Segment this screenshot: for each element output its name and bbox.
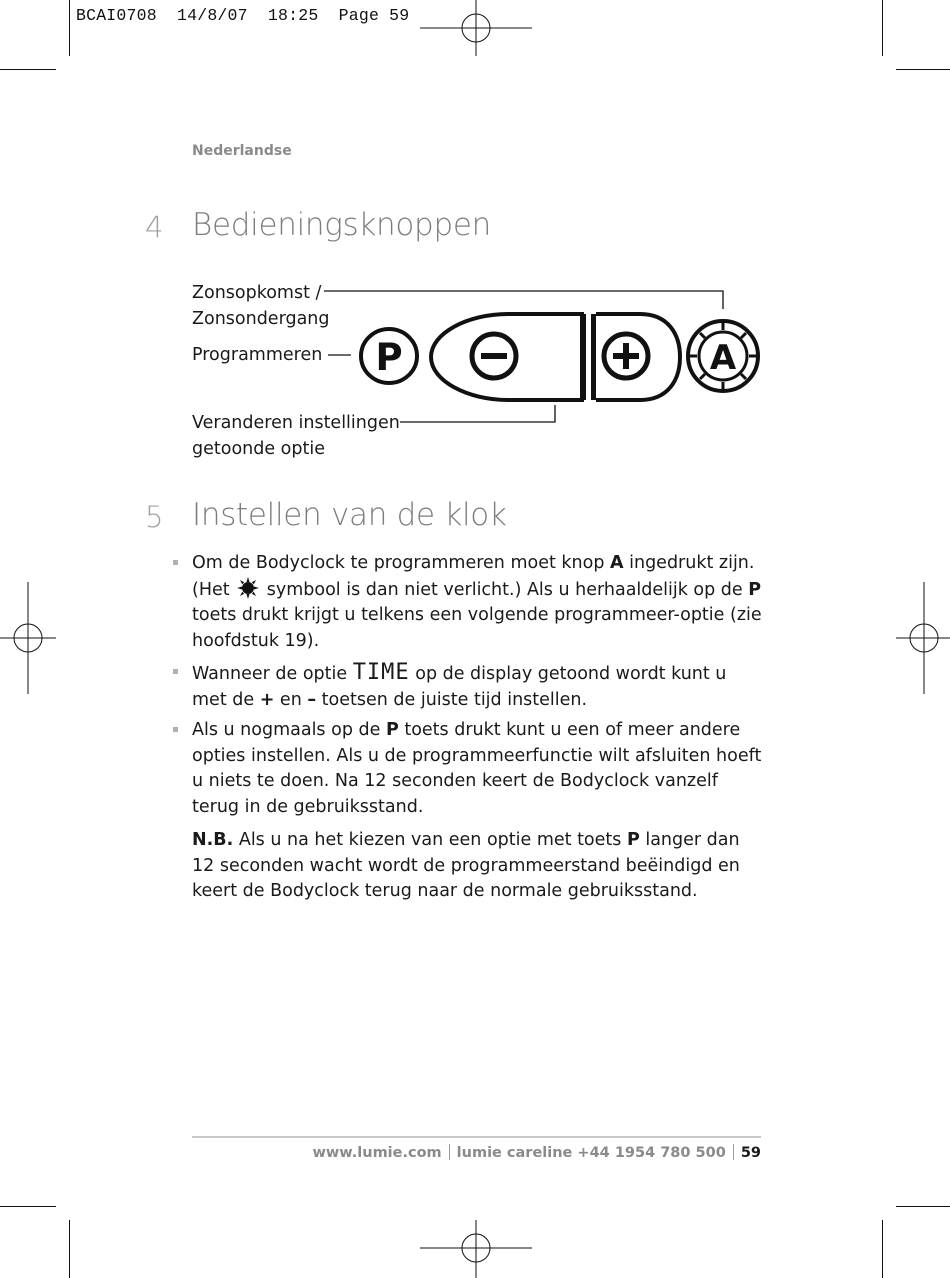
printer-slug: BCAI0708 14/8/07 18:25 Page 59 — [76, 6, 410, 25]
bold-key: A — [610, 553, 624, 573]
label-sunrise-line1: Zonsopkomst / — [192, 283, 322, 303]
text: langer dan 12 seconden wacht wordt de programmeerstand beëindigd en keert de Bodyclock terug naar de normale gebruiksstand. — [192, 830, 740, 901]
text: op de display getoond wordt kunt u met de — [192, 664, 727, 710]
footer-separator — [733, 1144, 734, 1160]
bold-key: P — [626, 830, 640, 850]
sun-icon — [237, 577, 259, 599]
p-button-label: P — [375, 336, 403, 379]
text: ingedrukt zijn. (Het — [192, 553, 755, 600]
text: Als u na het kiezen van een optie met toets — [233, 830, 627, 850]
language-header: Nederlandse — [192, 143, 292, 159]
footer — [313, 1144, 761, 1161]
text: toets drukt kunt u een of meer andere opties instellen. Als u de programmeerfunctie wilt afsluiten hoeft u niets te doen. Na 12 seconden keert de Bodyclock vanzelf terug in de gebruiksstand. — [192, 720, 762, 817]
crop-mark — [69, 1220, 70, 1278]
section-title: Instellen van de klok — [192, 497, 507, 533]
bullet-item — [192, 660, 762, 713]
crop-mark — [882, 1220, 883, 1278]
registration-mark-icon — [0, 582, 56, 694]
registration-mark-icon — [420, 1220, 532, 1278]
label-change-line1: Veranderen instellingen — [192, 413, 400, 433]
text: Als u nogmaals op de — [192, 720, 386, 740]
bold-key: P — [748, 579, 762, 600]
minus-icon — [472, 334, 516, 378]
text: toets drukt krijgt u telkens een volgende programmeer-optie (zie hoofdstuk 19). — [192, 605, 762, 651]
bold-key: + — [259, 689, 275, 710]
lcd-time-text: TIME — [352, 660, 410, 685]
label-program: Programmeren — [192, 345, 323, 365]
label-change-line2: getoonde optie — [192, 439, 325, 459]
page-number: 59 — [740, 1145, 761, 1161]
footer-careline: lumie careline +44 1954 780 500 — [456, 1145, 726, 1161]
bullet-marker — [173, 669, 178, 674]
text: en — [274, 689, 308, 710]
bold-key: – — [307, 689, 317, 710]
bold-key: P — [385, 720, 399, 740]
footer-website: www.lumie.com — [312, 1145, 442, 1161]
crop-mark — [0, 1206, 56, 1207]
text: Om de Bodyclock te programmeren moet knop — [192, 553, 610, 573]
footer-rule — [192, 1136, 761, 1138]
registration-mark-icon — [896, 582, 950, 694]
section-number: 4 — [145, 210, 164, 244]
label-sunrise-line2: Zonsondergang — [192, 309, 330, 329]
control-buttons-diagram — [0, 0, 950, 480]
crop-mark — [896, 1206, 950, 1207]
plus-icon — [604, 334, 648, 378]
note-label: N.B. — [192, 830, 234, 850]
bullet-item — [192, 718, 762, 820]
text: toetsen de juiste tijd instellen. — [316, 689, 588, 710]
section-title: Bedieningsknoppen — [192, 207, 491, 243]
rocker-button — [431, 314, 680, 400]
bullet-item — [192, 551, 762, 654]
a-button-label: A — [709, 338, 737, 378]
bullet-marker — [173, 727, 178, 732]
a-button — [688, 321, 758, 391]
section-number: 5 — [145, 500, 164, 534]
footer-separator — [449, 1144, 450, 1160]
note-paragraph — [192, 828, 762, 905]
text: symbool is dan niet verlicht.) Als u herhaaldelijk op de — [261, 579, 749, 600]
text: Wanneer de optie — [192, 664, 353, 684]
p-button — [361, 329, 417, 383]
bullet-marker — [173, 560, 178, 565]
